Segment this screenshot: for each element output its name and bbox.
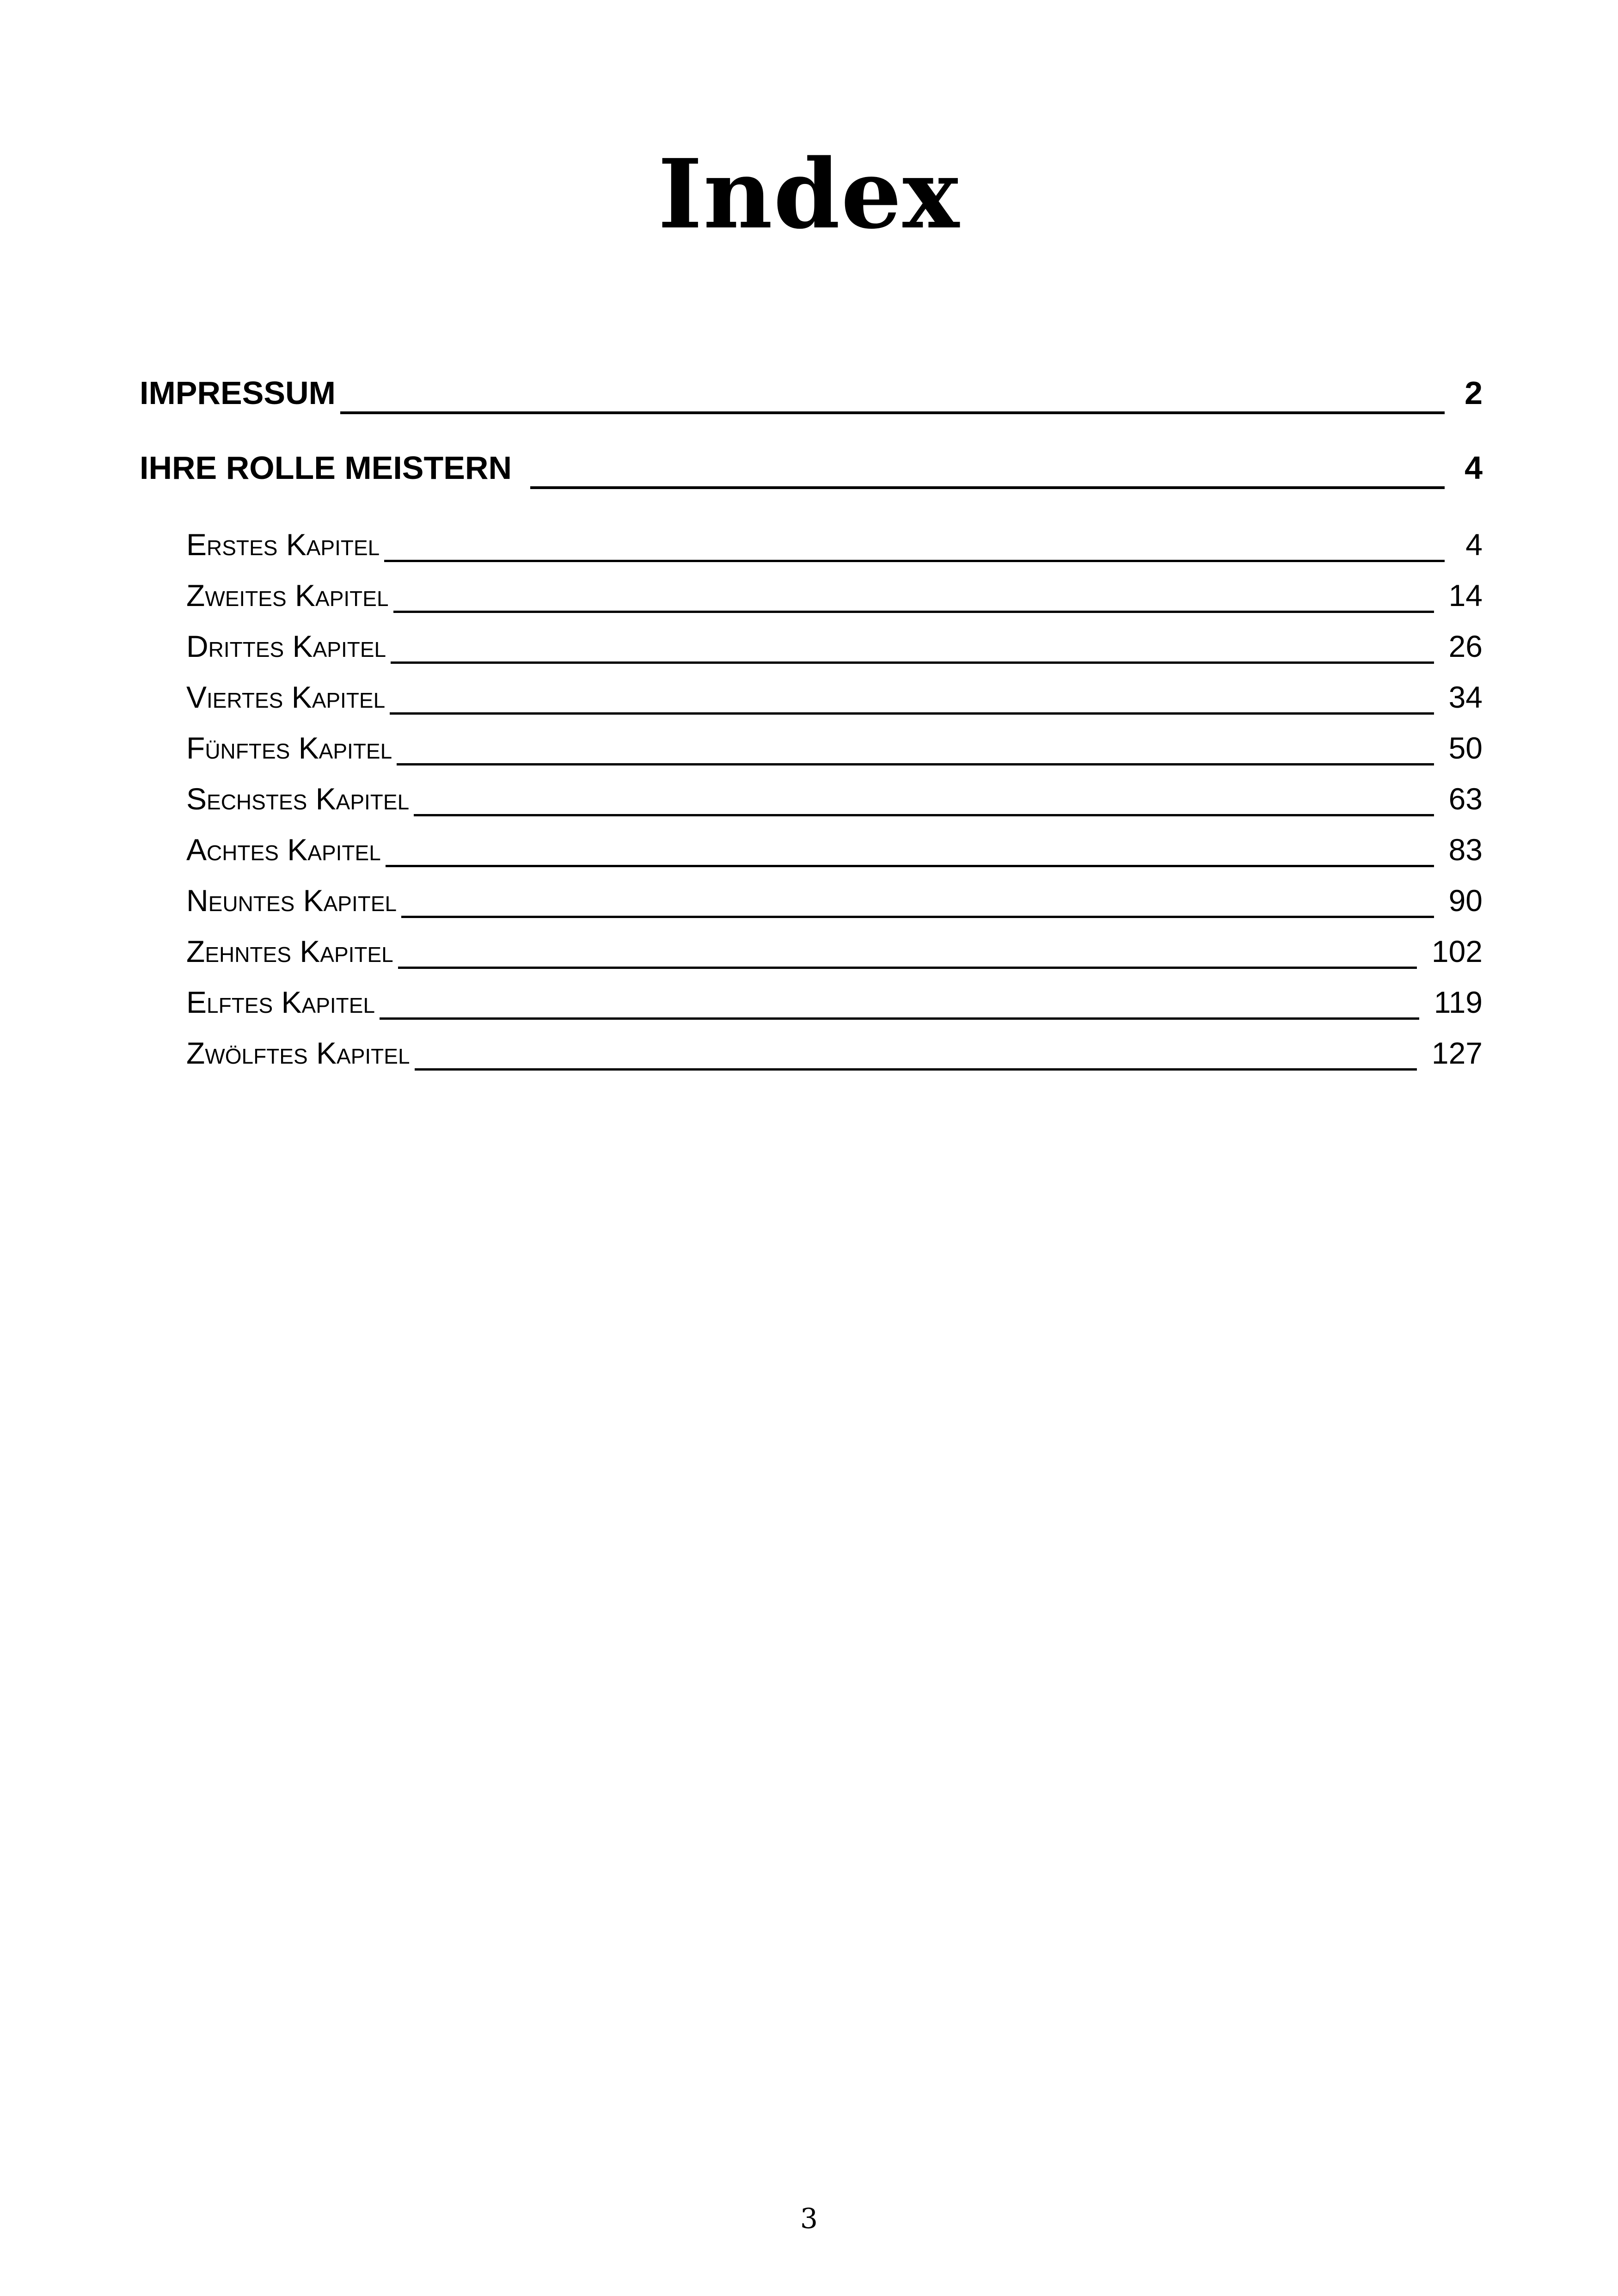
toc-entry-page: 4 (1465, 450, 1483, 486)
toc-entry-chapter[interactable] (186, 985, 1483, 1026)
toc-entry-label: Viertes Kapitel (186, 680, 386, 714)
toc-entry-ihre-rolle-meistern[interactable] (140, 449, 1483, 496)
toc-entry-page: 34 (1448, 680, 1483, 714)
toc-entry-page: 127 (1431, 1036, 1483, 1070)
toc-entry-label: IHRE ROLLE MEISTERN (140, 450, 512, 486)
toc-leader-line (386, 865, 1434, 867)
toc-leader-line (415, 1068, 1417, 1071)
toc-entry-chapter[interactable] (186, 629, 1483, 670)
toc-entry-label: Sechstes Kapitel (186, 782, 410, 816)
toc-entry-chapter[interactable] (186, 527, 1483, 569)
toc-entry-chapter[interactable] (186, 934, 1483, 975)
page-title: Index (657, 138, 961, 250)
toc-entry-label: Fünftes Kapitel (186, 731, 392, 765)
page-number: 3 (800, 2203, 818, 2235)
toc-entry-label: Drittes Kapitel (186, 629, 386, 663)
toc-entry-page: 26 (1448, 629, 1483, 663)
toc-entry-impressum[interactable] (140, 374, 1483, 421)
toc-leader-line (530, 486, 1445, 489)
toc-entry-page: 102 (1431, 934, 1483, 968)
toc-entry-page: 14 (1448, 578, 1483, 612)
toc-leader-line (391, 661, 1434, 664)
toc-leader-line (390, 712, 1434, 715)
toc-entry-page: 2 (1465, 375, 1483, 411)
toc-entry-page: 90 (1448, 883, 1483, 918)
toc-entry-page: 119 (1434, 985, 1483, 1019)
toc-entry-label: Erstes Kapitel (186, 527, 380, 562)
toc-leader-line (384, 560, 1445, 562)
toc-leader-line (340, 411, 1445, 414)
toc-entry-label: Elftes Kapitel (186, 985, 375, 1019)
toc-leader-line (398, 967, 1417, 969)
toc-leader-line (401, 916, 1434, 918)
toc-entry-label: IMPRESSUM (140, 375, 336, 411)
toc-entry-chapter[interactable] (186, 832, 1483, 874)
toc-leader-line (397, 763, 1434, 765)
toc-entry-chapter[interactable] (186, 680, 1483, 721)
toc-entry-chapter[interactable] (186, 730, 1483, 772)
toc-entry-chapter[interactable] (186, 1035, 1483, 1077)
toc-entry-chapter[interactable] (186, 781, 1483, 823)
toc-entry-chapter[interactable] (186, 883, 1483, 925)
toc-entry-label: Achtes Kapitel (186, 833, 381, 867)
toc-entry-page: 50 (1448, 731, 1483, 765)
toc-leader-line (414, 814, 1434, 816)
toc-entry-chapter[interactable] (186, 578, 1483, 619)
toc-leader-line (380, 1017, 1419, 1020)
toc-leader-line (393, 611, 1434, 613)
toc-entry-page: 4 (1465, 527, 1483, 562)
toc-entry-label: Neuntes Kapitel (186, 883, 397, 918)
toc-entry-label: Zehntes Kapitel (186, 934, 393, 968)
toc-entry-page: 63 (1448, 782, 1483, 816)
toc-entry-label: Zweites Kapitel (186, 578, 389, 612)
toc-entry-label: Zwölftes Kapitel (186, 1036, 410, 1070)
toc-entry-page: 83 (1448, 833, 1483, 867)
